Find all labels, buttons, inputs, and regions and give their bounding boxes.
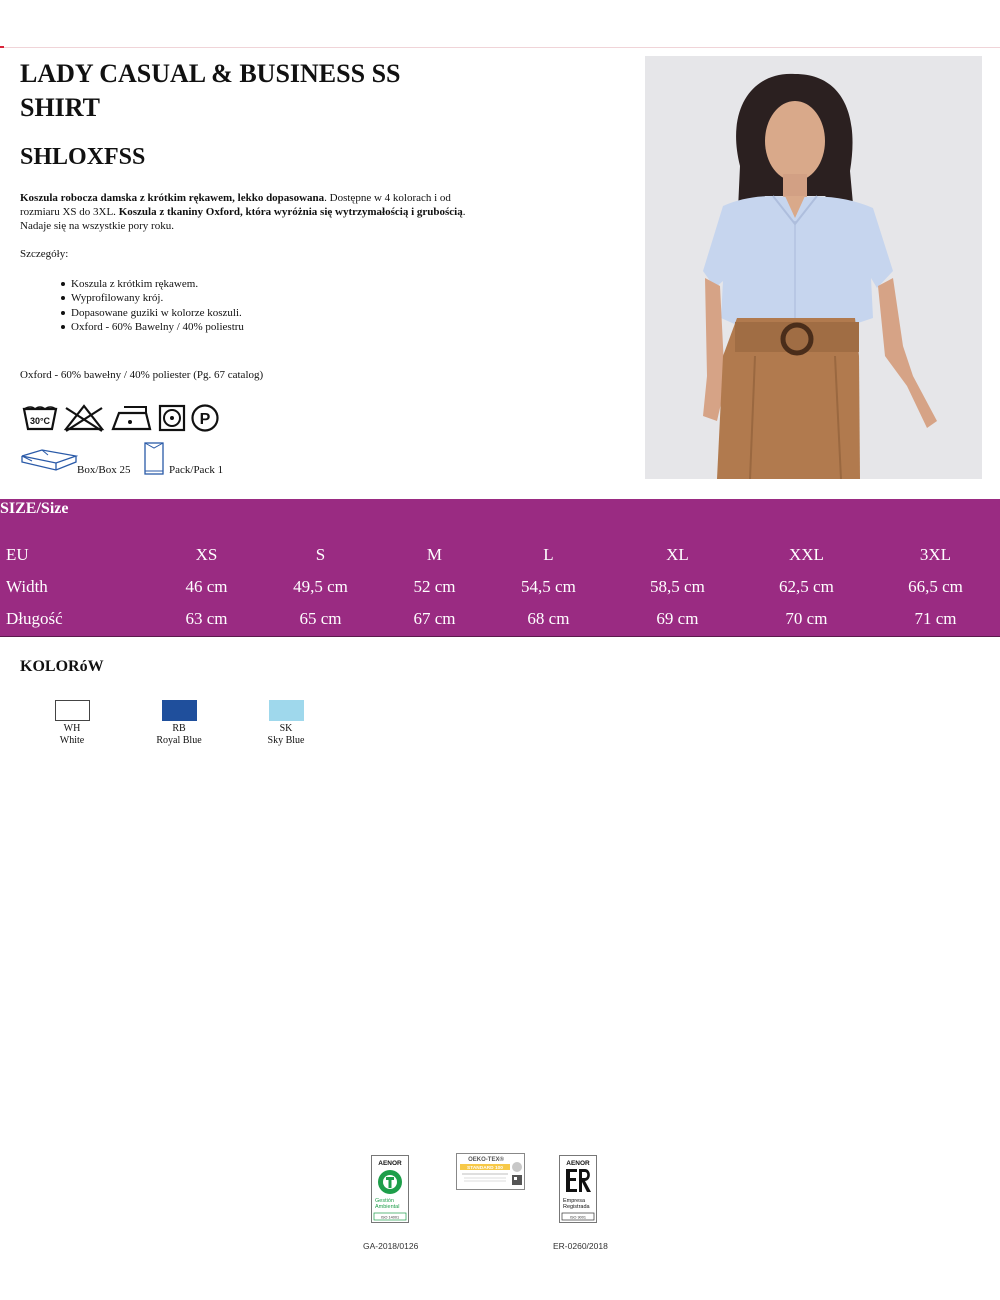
packaging-row: [20, 442, 320, 478]
table-cell: 66,5 cm: [908, 577, 963, 596]
table-cell: 58,5 cm: [650, 577, 705, 596]
table-cell: 62,5 cm: [779, 577, 834, 596]
svg-text:OEKO-TEX®: OEKO-TEX®: [468, 1157, 504, 1163]
table-cell: M: [426, 545, 443, 564]
aenor-env-cert-code: GA-2018/0126: [363, 1241, 419, 1251]
list-item: Dopasowane guziki w kolorze koszuli.: [61, 306, 244, 320]
svg-text:Ambiental: Ambiental: [375, 1204, 400, 1210]
iron-low-icon: [110, 403, 152, 433]
wash-30-icon: [22, 403, 58, 433]
table-cell: 69 cm: [656, 609, 699, 628]
table-row: [0, 571, 1000, 603]
table-cell: 65 cm: [299, 609, 342, 628]
table-cell: 52 cm: [413, 577, 456, 596]
table-cell: 71 cm: [914, 609, 957, 628]
table-cell: 67 cm: [413, 609, 456, 628]
table-cell: 46 cm: [185, 577, 228, 596]
oeko-tex-logo: [456, 1153, 525, 1190]
pack-icon: [143, 442, 165, 476]
swatch-box: [55, 700, 90, 721]
pack-label: Pack/Pack 1: [169, 464, 224, 476]
svg-text:ISO 9001: ISO 9001: [569, 1215, 587, 1220]
details-label: Szczegóły:: [20, 248, 69, 260]
svg-text:AENOR: AENOR: [566, 1160, 590, 1167]
size-table: [0, 539, 1000, 635]
aenor-gestion-ambiental-logo: [371, 1155, 409, 1223]
svg-text:Gestión: Gestión: [375, 1198, 394, 1204]
material-note: Oxford - 60% bawełny / 40% poliester (Pg. 67 catalog): [20, 369, 264, 381]
no-bleach-icon: [62, 403, 106, 433]
table-cell: 49,5 cm: [293, 577, 348, 596]
description-bold-1: Koszula robocza damska z krótkim rękawem, lekko dopasowana: [20, 192, 325, 204]
swatch-name: White: [59, 735, 85, 746]
aenor-reg-cert-code: ER-0260/2018: [553, 1241, 608, 1251]
row-label: EU: [6, 545, 29, 564]
swatch-code: RB: [172, 723, 186, 734]
table-cell: L: [543, 545, 554, 564]
box-icon: [20, 448, 78, 476]
row-label: Długość: [6, 609, 63, 628]
colors-title: KOLORóW: [20, 658, 104, 675]
swatch-box: [269, 700, 304, 721]
product-title: LADY CASUAL & BUSINESS SS SHIRT: [20, 59, 401, 122]
size-chart: [0, 499, 1000, 637]
color-swatch-royal-blue: [144, 700, 214, 747]
product-code: SHLOXFSS: [20, 144, 146, 170]
swatch-name: Royal Blue: [156, 735, 202, 746]
svg-text:Registrada: Registrada: [563, 1204, 590, 1210]
svg-text:P: P: [199, 411, 211, 428]
table-cell: 68 cm: [527, 609, 570, 628]
product-description: [20, 191, 490, 233]
description-text-1: . Dostępne w 4 kolorach i od rozmiaru XS do 3XL.: [20, 192, 451, 218]
table-cell: S: [315, 545, 326, 564]
svg-text:ISO 14001: ISO 14001: [380, 1215, 400, 1220]
table-cell: 3XL: [919, 545, 952, 564]
swatch-box: [162, 700, 197, 721]
swatch-code: SK: [279, 723, 293, 734]
table-row: [0, 603, 1000, 635]
svg-text:30°C: 30°C: [29, 416, 51, 426]
row-label: Width: [6, 577, 48, 596]
svg-text:AENOR: AENOR: [378, 1160, 402, 1167]
list-item: Oxford - 60% Bawelny / 40% poliestru: [61, 320, 244, 334]
svg-text:STANDARD 100: STANDARD 100: [467, 1166, 503, 1171]
color-swatch-sky-blue: [251, 700, 321, 747]
top-divider-mark: [0, 46, 4, 48]
aenor-empresa-registrada-logo: [559, 1155, 597, 1223]
list-item: Wyprofilowany krój.: [61, 291, 244, 305]
table-cell: 63 cm: [185, 609, 228, 628]
size-chart-title: SIZE/Size: [0, 500, 69, 517]
description-text-2: . Nadaje się na wszystkie pory roku.: [20, 206, 466, 232]
tumble-dry-icon: [157, 403, 187, 433]
table-cell: 70 cm: [785, 609, 828, 628]
table-cell: XL: [666, 545, 689, 564]
swatch-code: WH: [63, 723, 81, 734]
table-cell: 54,5 cm: [521, 577, 576, 596]
product-photo: [645, 56, 982, 479]
details-list: [61, 277, 244, 334]
description-bold-2: Koszula z tkaniny Oxford, która wyróżnia się wytrzymałością i grubością: [118, 206, 463, 218]
color-swatch-white: [37, 700, 107, 747]
list-item: Koszula z krótkim rękawem.: [61, 277, 244, 291]
dry-clean-p-icon: [190, 403, 220, 433]
table-cell: XS: [195, 545, 218, 564]
table-row: [0, 539, 1000, 571]
table-cell: XXL: [788, 545, 824, 564]
box-label: Box/Box 25: [77, 464, 131, 476]
top-divider: [0, 47, 1000, 48]
swatch-name: Sky Blue: [267, 735, 305, 746]
svg-text:Empresa: Empresa: [563, 1198, 586, 1204]
